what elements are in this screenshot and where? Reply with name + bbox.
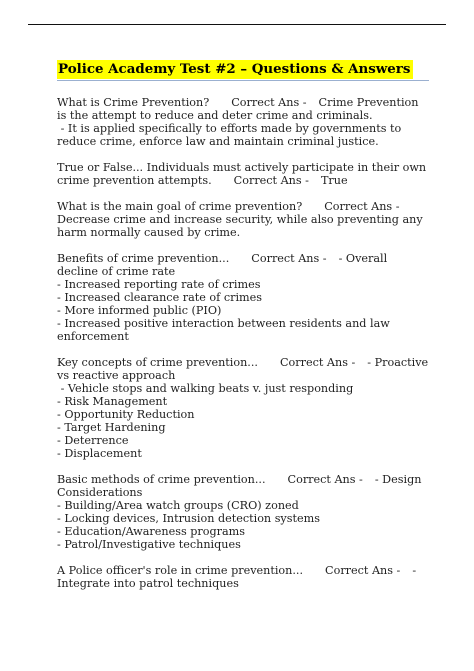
answer-list-item: - Building/Area watch groups (CRO) zoned [57,499,299,512]
answer-list-item: - More informed public (PIO) [57,304,222,317]
qa-question-line [57,252,429,278]
answer-text: - Integrate into patrol techniques [57,564,417,590]
answer-list-item: - Risk Management [57,395,168,408]
correct-answer-label: Correct Ans - [251,252,327,265]
qa-question-line [57,473,429,499]
answer-text: - Design Considerations [57,473,422,499]
qa-item [57,252,429,343]
answer-list-item: - It is applied specifically to efforts made by governments to reduce crime, enforce law and maintain criminal justice. [57,122,405,148]
answer-list-item: - Target Hardening [57,421,166,434]
qa-item [57,356,429,460]
correct-answer-label: Correct Ans - [233,174,309,187]
answer-list-item: - Vehicle stops and walking beats v. just responding [57,382,354,395]
question-text: True or False... Individuals must actively participate in their own crime prevention attempts. [57,161,430,187]
answer-list-item: - Deterrence [57,434,129,447]
qa-item [57,564,429,590]
answer-list-item: - Increased reporting rate of crimes [57,278,261,291]
answer-list-item: - Increased positive interaction between residents and law enforcement [57,317,394,343]
title-bar [57,58,429,81]
question-text: What is the main goal of crime prevention? [57,200,303,213]
qa-list [57,96,429,590]
correct-answer-label: Correct Ans - [279,356,356,369]
qa-question-line [57,96,429,122]
qa-question-line [57,564,429,590]
top-rule [28,24,446,25]
answer-list-item: - Increased clearance rate of crimes [57,291,263,304]
answer-list-item: - Education/Awareness programs [57,525,246,538]
correct-answer-label: Correct Ans - [231,96,307,109]
answer-text: Decrease crime and increase security, while also preventing any harm normally caused by crime. [57,213,423,239]
correct-answer-label: Correct Ans - [325,564,401,577]
qa-item [57,161,429,187]
question-text: What is Crime Prevention? [57,96,210,109]
answer-list-item: - Opportunity Reduction [57,408,195,421]
correct-answer-label: Correct Ans - [324,200,400,213]
question-text: A Police officer's role in crime prevention... [57,564,304,577]
question-text: Basic methods of crime prevention... [57,473,266,486]
question-text: Benefits of crime prevention... [57,252,230,265]
answer-list-item: - Displacement [57,447,142,460]
document-page [57,58,429,603]
document-title: Police Academy Test #2 – Questions & Answers [57,60,413,79]
answer-text: True [320,174,348,187]
qa-question-line [57,356,429,382]
answer-list-item: - Locking devices, Intrusion detection systems [57,512,320,525]
qa-question-line [57,200,429,239]
qa-item [57,96,429,148]
qa-item [57,473,429,551]
qa-item [57,200,429,239]
question-text: Key concepts of crime prevention... [57,356,258,369]
answer-text: Crime Prevention is the attempt to reduce and deter crime and criminals. [57,96,419,122]
answer-text: - Overall decline of crime rate [57,252,388,278]
answer-list-item: - Patrol/Investigative techniques [57,538,241,551]
correct-answer-label: Correct Ans - [287,473,363,486]
qa-question-line [57,161,429,187]
answer-text: - Proactive vs reactive approach [57,356,429,382]
